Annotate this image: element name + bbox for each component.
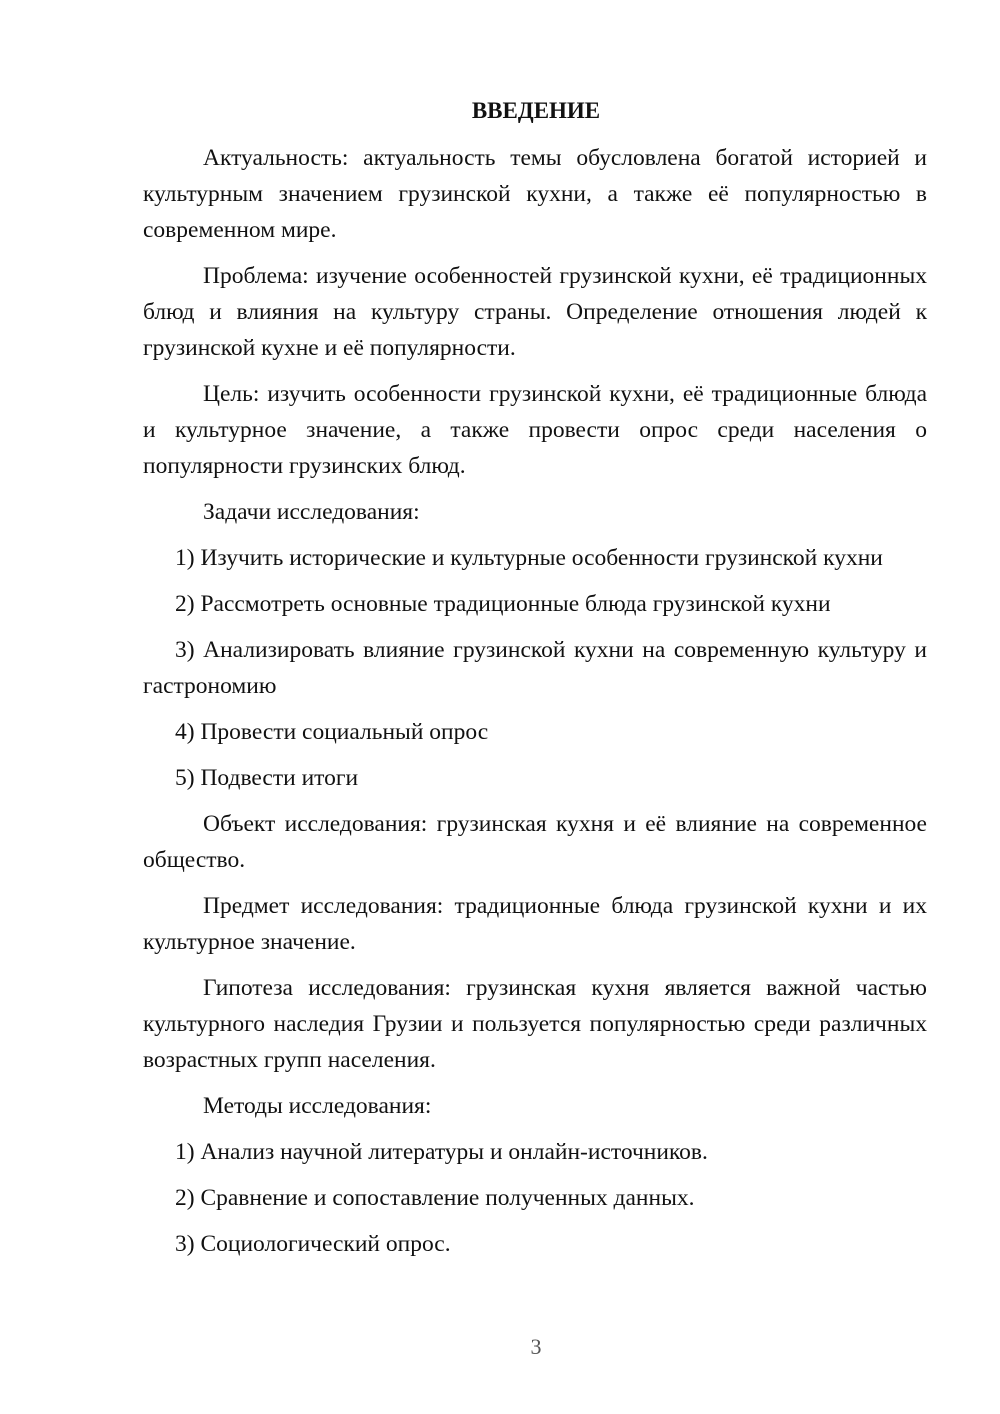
list-item: 4) Провести социальный опрос xyxy=(175,719,489,745)
list-item: 1) Изучить исторические и культурные особенности грузинской кухни xyxy=(175,545,883,571)
list-item: 2) Сравнение и сопоставление полученных данных. xyxy=(175,1185,695,1211)
list-item: 3) Социологический опрос. xyxy=(175,1231,451,1257)
paragraph-subject: Предмет исследования: традиционные блюда грузинской кухни и их культурное значение. xyxy=(143,893,927,955)
paragraph-hypothesis: Гипотеза исследования: грузинская кухня является важной частью культурного наследия Грузии и пользуется популярностью среди различных возрастных групп населения. xyxy=(143,975,927,1073)
section-heading: ВВЕДЕНИЕ xyxy=(471,98,601,123)
methods-heading: Методы исследования: xyxy=(203,1093,432,1119)
list-item: 2) Рассмотреть основные традиционные блюда грузинской кухни xyxy=(175,591,831,617)
paragraph-goal: Цель: изучить особенности грузинской кухни, её традиционные блюда и культурное значение, а также провести опрос среди населения о популярности грузинских блюд. xyxy=(143,381,927,479)
list-item: 1) Анализ научной литературы и онлайн-источников. xyxy=(175,1139,708,1165)
paragraph-problem: Проблема: изучение особенностей грузинской кухни, её традиционных блюд и влияния на культуру страны. Определение отношения людей к грузинской кухне и её популярности. xyxy=(143,263,927,361)
list-item: 5) Подвести итоги xyxy=(175,765,359,791)
page-number: 3 xyxy=(530,1334,542,1359)
paragraph-relevance: Актуальность: актуальность темы обусловлена богатой историей и культурным значением грузинской кухни, а также её популярностью в современном мире. xyxy=(143,145,927,243)
tasks-heading: Задачи исследования: xyxy=(203,499,420,525)
list-item: 3) Анализировать влияние грузинской кухни на современную культуру и гастрономию xyxy=(143,637,927,699)
paragraph-object: Объект исследования: грузинская кухня и её влияние на современное общество. xyxy=(143,811,927,873)
body-text xyxy=(143,140,927,1272)
